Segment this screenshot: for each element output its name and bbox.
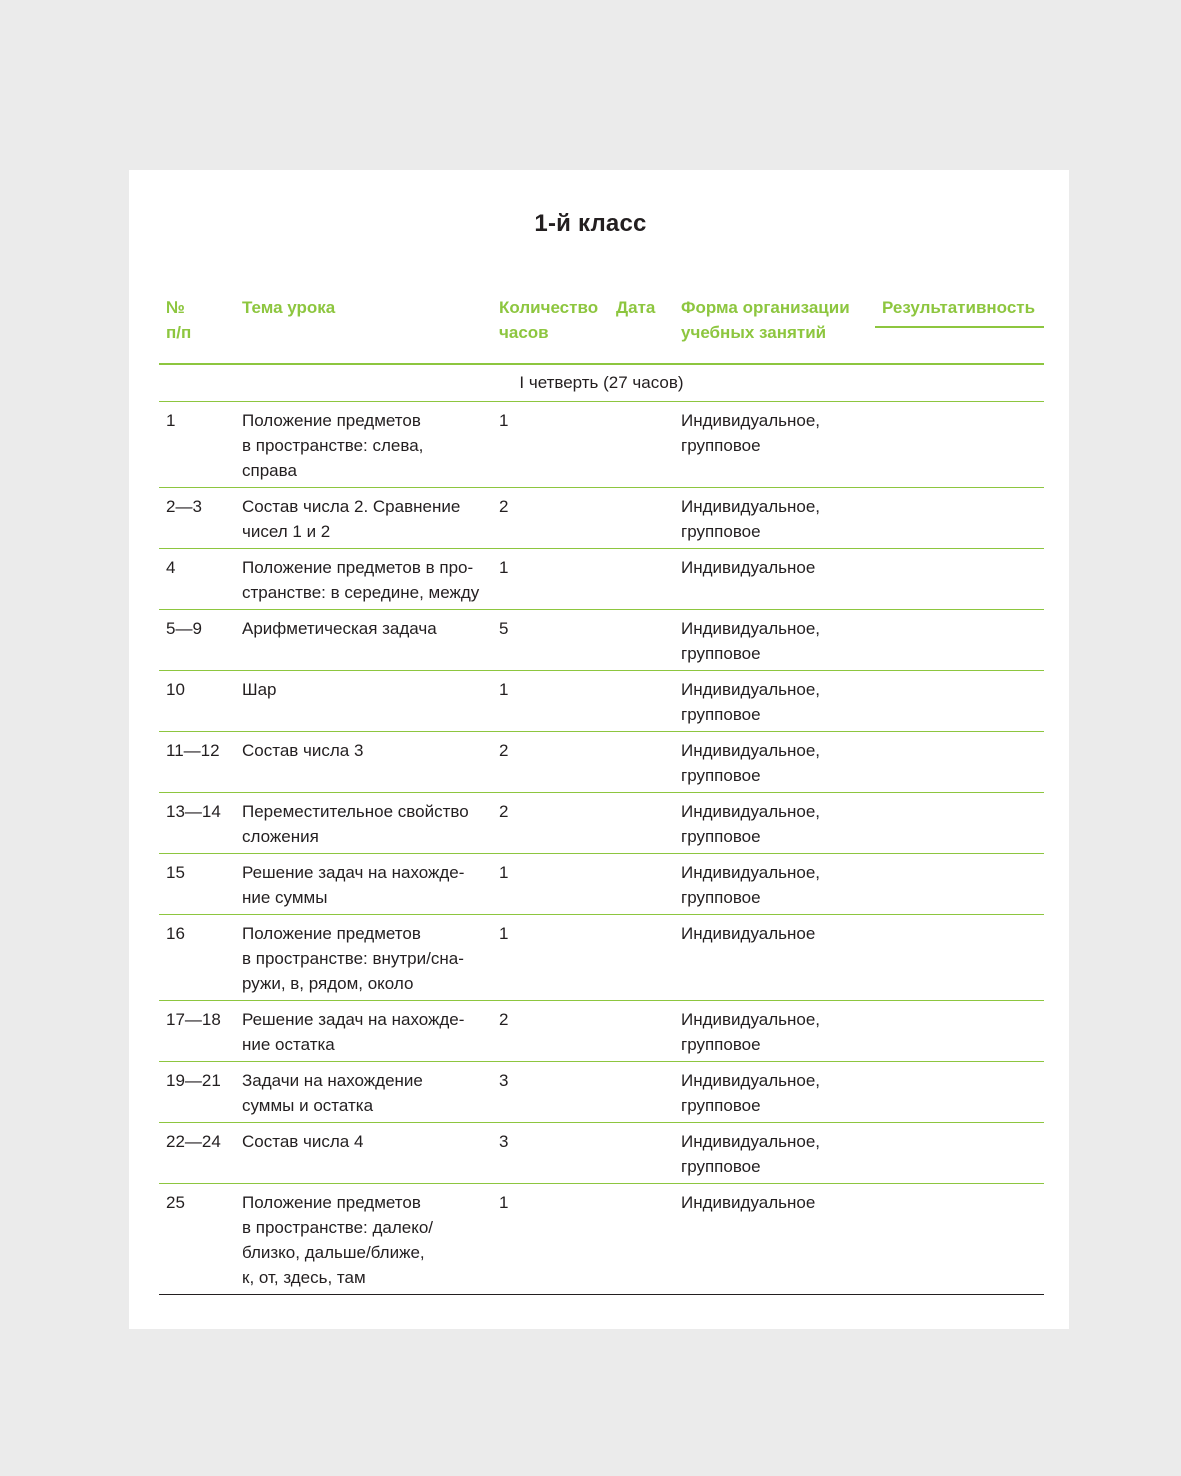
row-form: Индивидуальное, групповое	[681, 863, 821, 907]
lesson-plan-table	[159, 290, 1044, 1295]
row-hours: 5	[499, 619, 509, 638]
table-header	[159, 290, 1044, 365]
row-form: Индивидуальное, групповое	[681, 411, 821, 455]
row-hours: 1	[499, 680, 509, 699]
row-topic: Переместительное свойство сложения	[242, 802, 469, 846]
table-row	[159, 1001, 1044, 1062]
row-topic: Состав числа 3	[242, 741, 364, 760]
row-number: 2—3	[166, 497, 202, 516]
table-row	[159, 402, 1044, 488]
row-form: Индивидуальное, групповое	[681, 802, 821, 846]
row-form: Индивидуальное, групповое	[681, 1010, 821, 1054]
table-row	[159, 671, 1044, 732]
header-topic: Тема урока	[242, 298, 336, 317]
row-number: 17—18	[166, 1010, 221, 1029]
table-row	[159, 854, 1044, 915]
row-hours: 1	[499, 924, 509, 943]
row-number: 5—9	[166, 619, 202, 638]
header-hours: Количество часов	[499, 298, 599, 342]
table-row	[159, 732, 1044, 793]
row-form: Индивидуальное, групповое	[681, 1132, 821, 1176]
row-form: Индивидуальное, групповое	[681, 741, 821, 785]
row-hours: 1	[499, 558, 509, 577]
header-result: Результативность	[875, 295, 1044, 328]
header-form: Форма организации учебных занятий	[681, 298, 850, 342]
row-topic: Положение предметов в пространстве: далеко/ близко, дальше/ближе, к, от, здесь, там	[242, 1193, 434, 1287]
row-form: Индивидуальное	[681, 924, 816, 943]
row-hours: 1	[499, 863, 509, 882]
row-hours: 2	[499, 741, 509, 760]
row-number: 19—21	[166, 1071, 221, 1090]
row-topic: Состав числа 2. Сравнение чисел 1 и 2	[242, 497, 461, 541]
row-number: 22—24	[166, 1132, 221, 1151]
header-date: Дата	[616, 298, 656, 317]
row-hours: 2	[499, 802, 509, 821]
table-row	[159, 610, 1044, 671]
row-number: 4	[166, 558, 176, 577]
page-title: 1-й класс	[534, 210, 647, 237]
table-row	[159, 1123, 1044, 1184]
table-row	[159, 1062, 1044, 1123]
row-hours: 2	[499, 1010, 509, 1029]
row-hours: 2	[499, 497, 509, 516]
table-row	[159, 1184, 1044, 1295]
row-hours: 3	[499, 1132, 509, 1151]
row-form: Индивидуальное, групповое	[681, 619, 821, 663]
row-number: 25	[166, 1193, 185, 1212]
row-number: 1	[166, 411, 176, 430]
quarter-heading: I четверть (27 часов)	[159, 365, 1044, 402]
row-topic: Положение предметов в пространстве: слева, справа	[242, 411, 424, 480]
row-topic: Шар	[242, 680, 277, 699]
row-hours: 1	[499, 411, 509, 430]
row-number: 10	[166, 680, 185, 699]
row-topic: Положение предметов в пространстве: внутри/сна- ружи, в, рядом, около	[242, 924, 464, 993]
row-topic: Задачи на нахождение суммы и остатка	[242, 1071, 423, 1115]
row-form: Индивидуальное	[681, 1193, 816, 1212]
row-hours: 3	[499, 1071, 509, 1090]
header-num: № п/п	[166, 298, 192, 342]
table-body	[159, 402, 1044, 1295]
row-topic: Решение задач на нахожде- ние суммы	[242, 863, 465, 907]
row-form: Индивидуальное, групповое	[681, 497, 821, 541]
row-number: 11—12	[166, 741, 220, 760]
table-row	[159, 549, 1044, 610]
row-number: 15	[166, 863, 185, 882]
row-form: Индивидуальное, групповое	[681, 680, 821, 724]
row-form: Индивидуальное	[681, 558, 816, 577]
table-row	[159, 915, 1044, 1001]
row-form: Индивидуальное, групповое	[681, 1071, 821, 1115]
row-hours: 1	[499, 1193, 509, 1212]
row-topic: Арифметическая задача	[242, 619, 437, 638]
row-topic: Положение предметов в про- странстве: в середине, между	[242, 558, 480, 602]
row-topic: Состав числа 4	[242, 1132, 364, 1151]
row-number: 13—14	[166, 802, 221, 821]
row-topic: Решение задач на нахожде- ние остатка	[242, 1010, 465, 1054]
table-row	[159, 793, 1044, 854]
table-row	[159, 488, 1044, 549]
row-number: 16	[166, 924, 185, 943]
